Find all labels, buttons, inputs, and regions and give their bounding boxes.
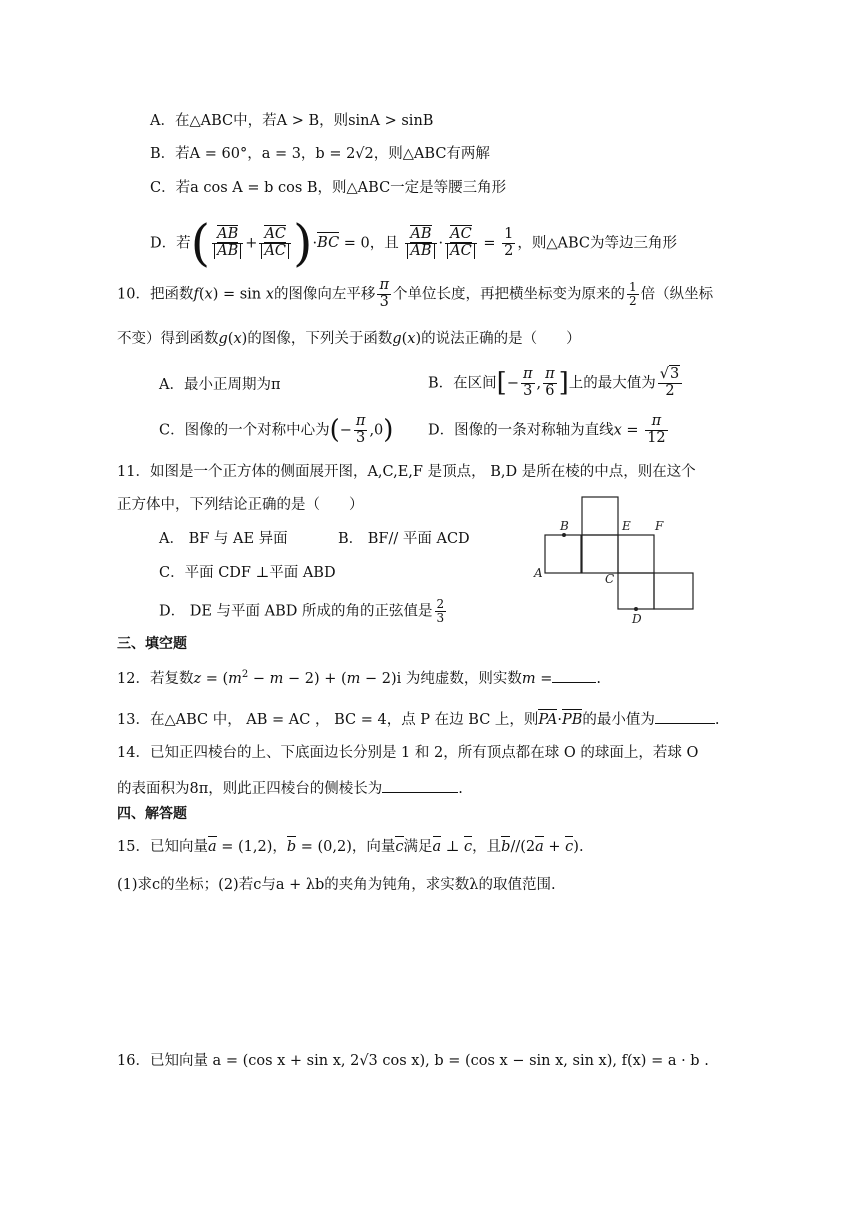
cube-net-figure <box>525 490 705 630</box>
q12: 12．若复数$z = (m^2 - m - 2) + (m - 2)i$ 为纯虚数，则实数m = . <box>117 669 602 687</box>
section-3-heading: 三、填空题 <box>117 636 187 652</box>
q13-text: 13．在△ABC 中， AB = AC ， BC = 4，点 P 在边 BC 上，则 <box>117 712 539 728</box>
q10-b-text: B．在区间 <box>428 375 497 392</box>
section-4-heading: 四、解答题 <box>117 806 187 822</box>
q10-text: 不变）得到函数 <box>117 331 219 347</box>
q13-text: 的最小值为 <box>582 712 655 728</box>
net-label-a: A <box>534 566 543 580</box>
q14-line2: 的表面积为8π，则此正四棱台的侧棱长为 . <box>117 778 463 798</box>
net-label-b: B <box>560 519 569 533</box>
net-label-d: D <box>632 612 642 626</box>
q15-text: 15．已知向量 <box>117 839 208 855</box>
q9-d-end: ，则△ABC为等边三角形 <box>517 235 677 252</box>
q10-text: 个单位长度，再把横坐标变为原来的 <box>392 286 625 303</box>
net-label-c: C <box>605 572 615 586</box>
q10-option-c: C．图像的一个对称中心为(− $\frac{\pi}{3}$ ,0) <box>159 413 394 446</box>
q11-stem-line2: 正方体中，下列结论正确的是（ ） <box>117 497 364 513</box>
q10-text: 的说法正确的是（ ） <box>421 331 581 347</box>
q10-stem-line1: 10．把函数f(x) = sin x的图像向左平移 $\frac{\pi}{3}$ 个单位长度，再把横坐标变为原来的 $\frac{1}{2}$ 倍（纵坐标 <box>117 277 714 310</box>
q15-text: ，且 <box>472 839 502 855</box>
q10-d-text: D．图像的一条对称轴为直线 <box>428 422 614 439</box>
q10-option-a: A．最小正周期为π <box>159 377 281 393</box>
q10-stem-line2: 不变）得到函数g(x)的图像，下列关于函数g(x)的说法正确的是（ ） <box>117 331 581 347</box>
net-label-e: E <box>622 519 631 533</box>
q10-text: 倍（纵坐标 <box>640 286 714 303</box>
q9-option-c: C．若a cos A = b cos B，则△ABC一定是等腰三角形 <box>150 180 507 196</box>
q13-answer-blank[interactable] <box>655 709 715 724</box>
q15-text: ，向量 <box>351 839 396 855</box>
q16: 16．已知向量 a = (cos x + sin x, 2√3 cos x), b = (cos x − sin x, sin x), f(x) = a · b . <box>117 1053 709 1069</box>
net-label-f: F <box>655 519 664 533</box>
q14-answer-blank[interactable] <box>382 778 458 793</box>
q10-text: 的图像向左平移 <box>273 286 376 303</box>
q9-d-prefix: D．若 <box>150 235 191 252</box>
q11-option-c: C．平面 CDF ⊥平面 ABD <box>159 565 336 581</box>
q10-b-text: 上的最大值为 <box>568 375 656 392</box>
q14-text: 的表面积为8π，则此正四棱台的侧棱长为 <box>117 781 383 797</box>
q11-option-d: D． DE 与平面 ABD 所成的角的正弦值是 $\frac{2}{3}$ <box>159 597 445 626</box>
q9-option-b: B．若A = 60°，a = 3，b = 2√2，则△ABC有两解 <box>150 146 490 162</box>
q10-option-d: D．图像的一条对称轴为直线x = $\frac{\pi}{12}$ <box>428 413 666 446</box>
q10-option-b: B．在区间[− $\frac{\pi}{3}$ , $\frac{\pi}{6}$ ]上的最大值为 $\frac{√3}{2}$ <box>428 367 684 400</box>
q10-c-text: C．图像的一个对称中心为 <box>159 422 330 439</box>
q14-line1: 14．已知正四棱台的上、下底面边长分别是 1 和 2，所有顶点都在球 O 的球面上，若球 O <box>117 745 699 761</box>
q9-option-d: D．若( $\frac{AB}{AB}$ + $\frac{AC}{AC}$ )·BC = 0，且 $\frac{AB}{AB}$ · $\frac{AC}{AC}$ = $\frac{1}{2}$ ，则△ABC为等边三角形 <box>150 214 677 272</box>
q15-line2: (1)求c的坐标；(2)若c与a + λb的夹角为钝角，求实数λ的取值范围. <box>117 877 556 893</box>
q9-option-a: A．在△ABC中，若A > B，则sinA > sinB <box>150 113 434 129</box>
q11-option-a: A． BF 与 AE 异面 <box>159 531 288 547</box>
q12-text: i 为纯虚数，则实数 <box>396 671 522 687</box>
q10-text: 的图像，下列关于函数 <box>247 331 393 347</box>
q13: 13．在△ABC 中， AB = AC ， BC = 4，点 P 在边 BC 上，则PA·PB的最小值为 . <box>117 709 719 729</box>
q12-answer-blank[interactable] <box>552 668 596 683</box>
q9-d-mid: ，且 <box>369 235 399 252</box>
q11-d-text: D． DE 与平面 ABD 所成的角的正弦值是 <box>159 603 433 620</box>
q11-option-b: B． BF// 平面 ACD <box>338 531 470 547</box>
q11-stem-line1: 11．如图是一个正方体的侧面展开图，A,C,E,F 是顶点， B,D 是所在棱的中点，则在这个 <box>117 464 696 480</box>
q15-text: 满足 <box>403 839 433 855</box>
q10-text: 10．把函数 <box>117 286 194 303</box>
q12-text: 12．若复数 <box>117 671 194 687</box>
q15-line1: 15．已知向量a = (1,2)，b = (0,2)，向量c满足a ⊥ c，且b//(2a + c). <box>117 839 584 855</box>
